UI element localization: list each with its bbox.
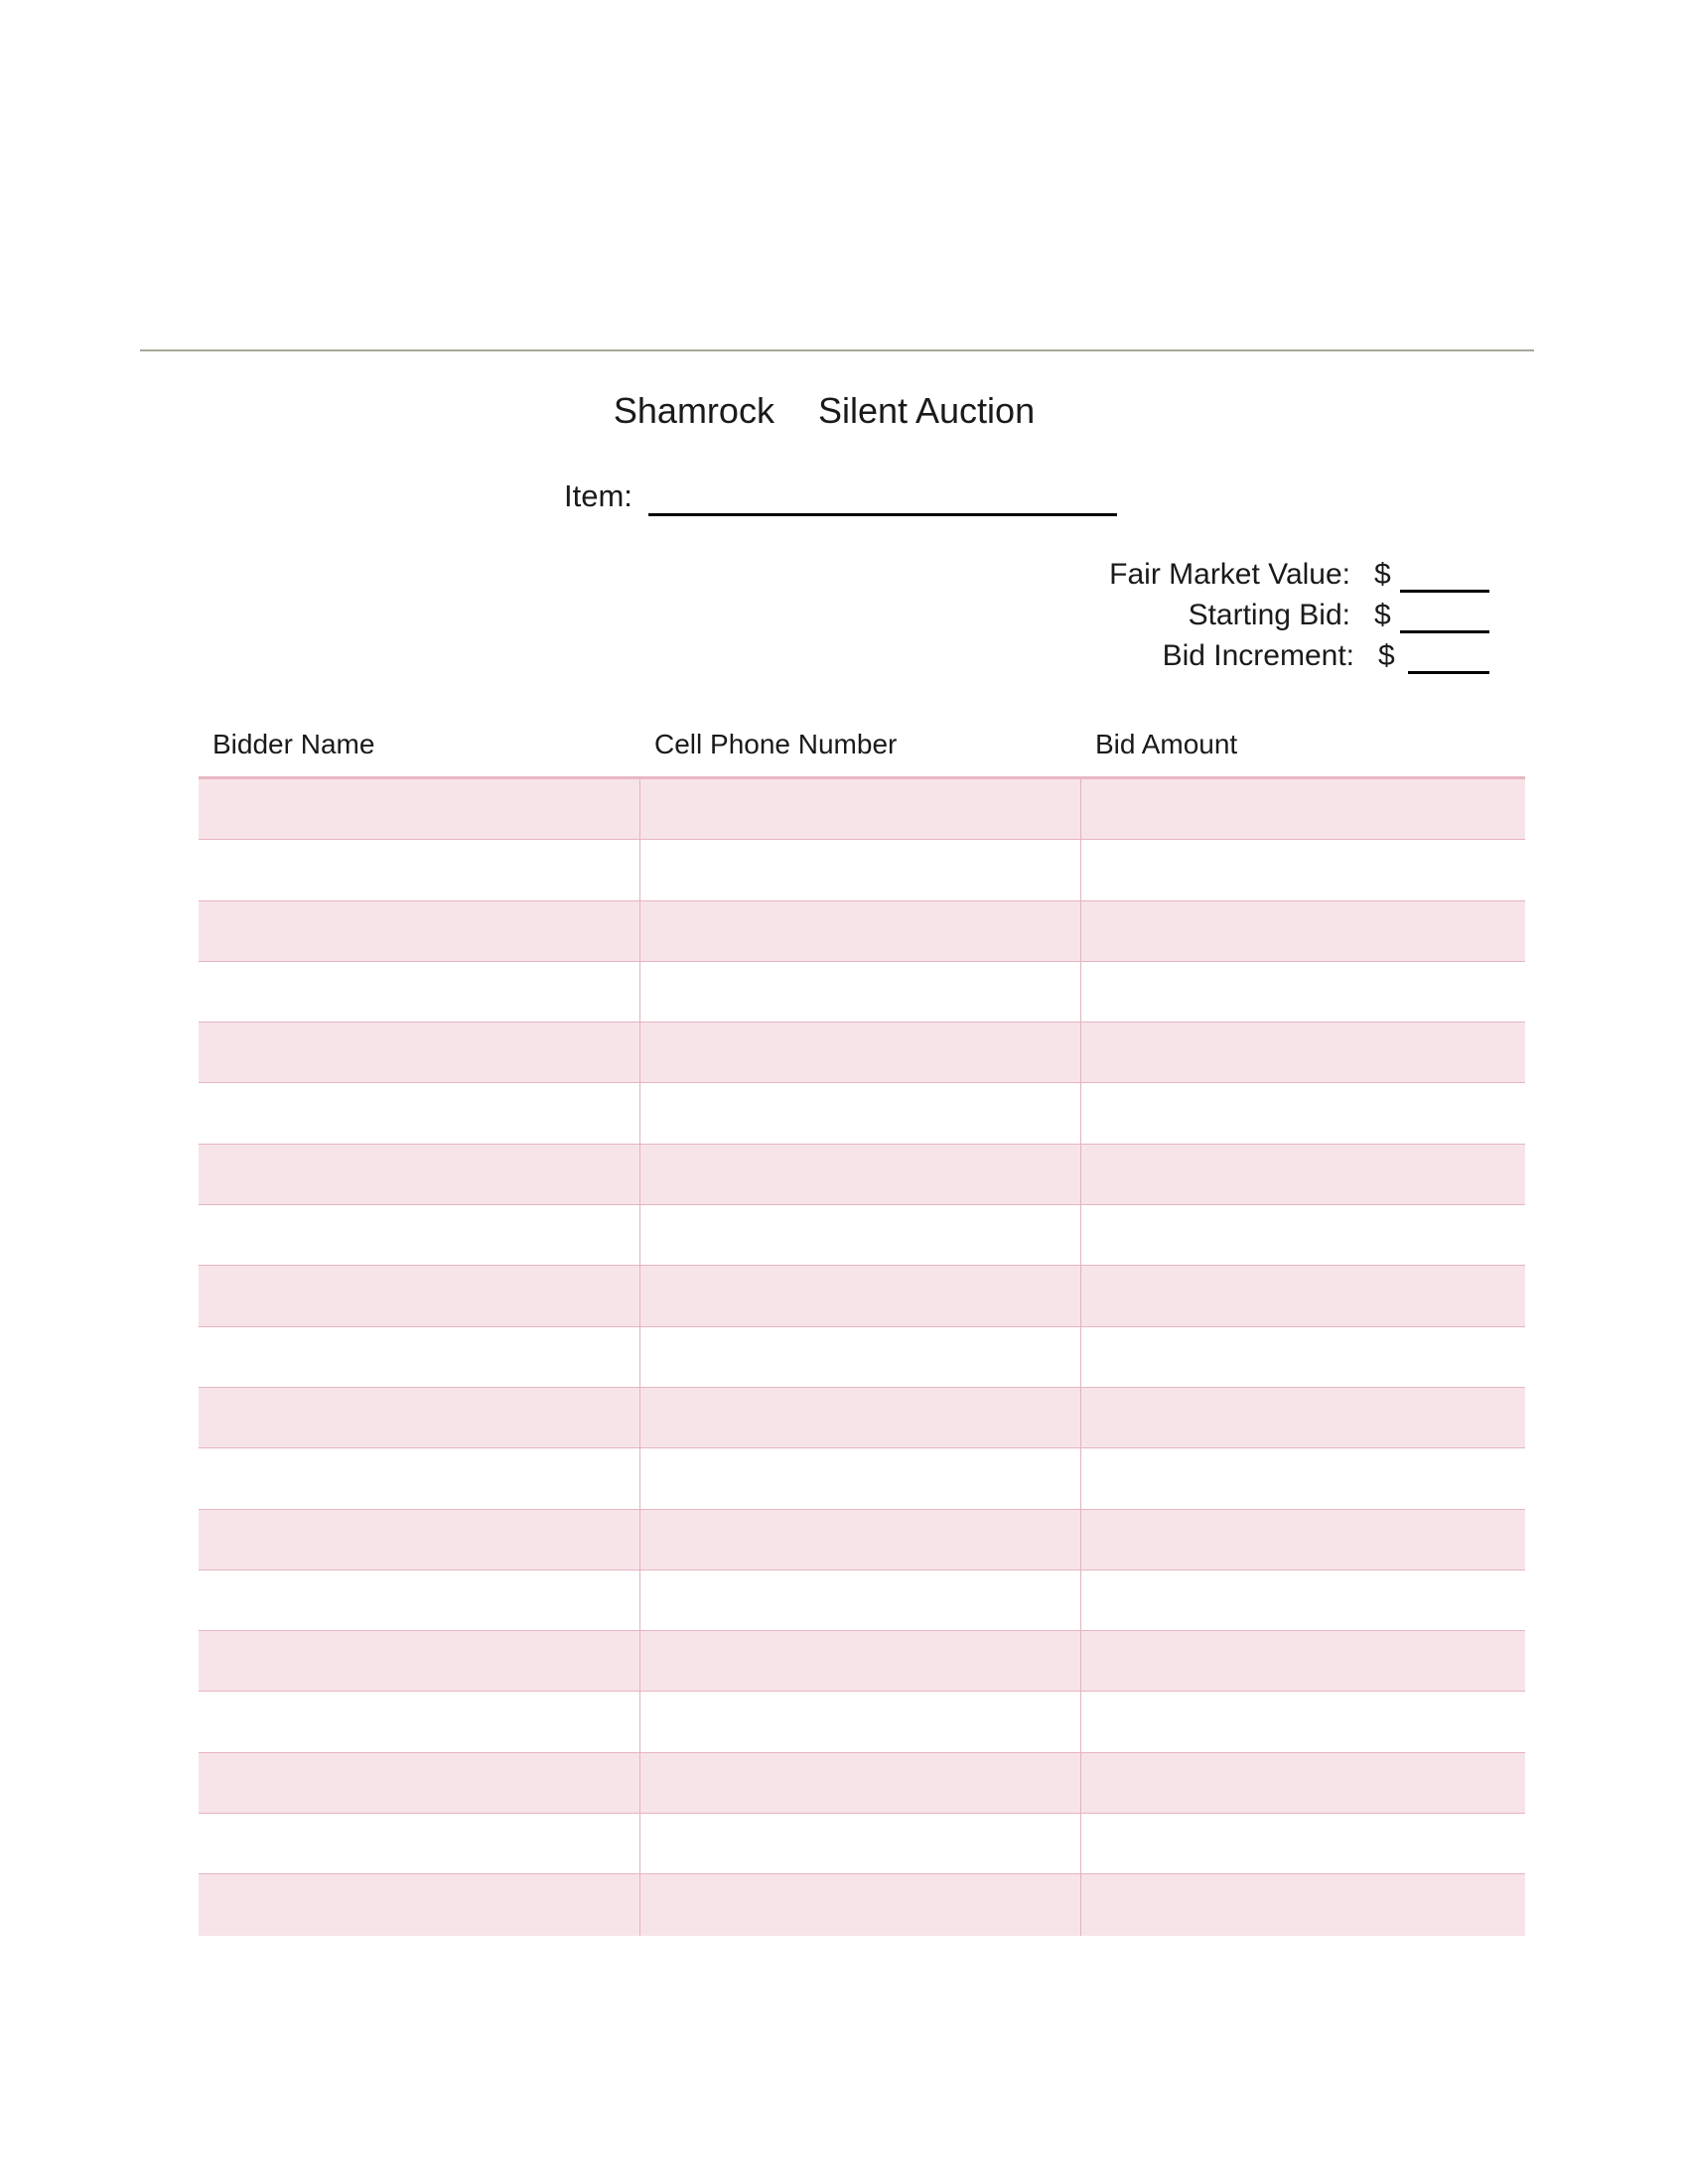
bid-amount-cell[interactable] — [1081, 1692, 1525, 1751]
fair-market-value-blank[interactable] — [1400, 560, 1489, 593]
cell-phone-cell[interactable] — [640, 1145, 1081, 1204]
bid-amount-cell[interactable] — [1081, 901, 1525, 961]
currency-symbol: $ — [1374, 558, 1391, 591]
table-row — [199, 1753, 1525, 1814]
bid-amount-cell[interactable] — [1081, 1266, 1525, 1325]
fair-market-value-row — [973, 552, 1489, 593]
item-field — [564, 473, 1117, 516]
bid-amount-cell[interactable] — [1081, 779, 1525, 839]
bidder-name-cell[interactable] — [199, 1327, 640, 1387]
bidder-name-cell[interactable] — [199, 901, 640, 961]
starting-bid-label: Starting Bid: — [1188, 599, 1350, 631]
bid-amount-cell[interactable] — [1081, 1327, 1525, 1387]
cell-phone-cell[interactable] — [640, 1631, 1081, 1691]
bidder-name-cell[interactable] — [199, 1448, 640, 1508]
currency-symbol: $ — [1378, 639, 1395, 672]
bid-amount-cell[interactable] — [1081, 1814, 1525, 1873]
cell-phone-cell[interactable] — [640, 779, 1081, 839]
table-row — [199, 1874, 1525, 1935]
column-header-bid-amount: Bid Amount — [1095, 729, 1238, 759]
title-shamrock: Shamrock — [613, 390, 774, 431]
page-title — [0, 389, 1648, 433]
bid-increment-label: Bid Increment: — [1162, 639, 1354, 672]
bidder-name-cell[interactable] — [199, 1814, 640, 1873]
item-blank-line[interactable] — [648, 478, 1117, 516]
bid-amount-cell[interactable] — [1081, 962, 1525, 1022]
bidder-name-cell[interactable] — [199, 1266, 640, 1325]
cell-phone-cell[interactable] — [640, 1205, 1081, 1265]
bid-amount-cell[interactable] — [1081, 1631, 1525, 1691]
bid-amount-cell[interactable] — [1081, 1874, 1525, 1935]
bid-increment-row — [973, 633, 1489, 674]
cell-phone-cell[interactable] — [640, 840, 1081, 899]
table-row — [199, 1388, 1525, 1448]
cell-phone-cell[interactable] — [640, 1814, 1081, 1873]
bidder-name-cell[interactable] — [199, 1388, 640, 1447]
bid-amount-cell[interactable] — [1081, 1753, 1525, 1813]
table-header — [199, 713, 1525, 779]
table-row — [199, 779, 1525, 840]
table-row — [199, 1570, 1525, 1631]
bid-amount-cell[interactable] — [1081, 1570, 1525, 1630]
column-header-cell-phone: Cell Phone Number — [654, 729, 898, 759]
top-divider — [140, 349, 1534, 351]
bidder-name-cell[interactable] — [199, 1023, 640, 1082]
table-row — [199, 1145, 1525, 1205]
table-body — [199, 779, 1525, 1936]
table-row — [199, 1205, 1525, 1266]
cell-phone-cell[interactable] — [640, 962, 1081, 1022]
table-row — [199, 1692, 1525, 1752]
cell-phone-cell[interactable] — [640, 1083, 1081, 1143]
table-row — [199, 840, 1525, 900]
bidder-name-cell[interactable] — [199, 1570, 640, 1630]
table-row — [199, 901, 1525, 962]
bidder-name-cell[interactable] — [199, 1692, 640, 1751]
table-row — [199, 1327, 1525, 1388]
bid-amount-cell[interactable] — [1081, 1510, 1525, 1570]
table-row — [199, 1510, 1525, 1570]
bidder-name-cell[interactable] — [199, 1874, 640, 1935]
table-row — [199, 1448, 1525, 1509]
column-header-bidder-name: Bidder Name — [212, 729, 375, 759]
currency-symbol: $ — [1374, 599, 1391, 631]
table-row — [199, 962, 1525, 1023]
bid-amount-cell[interactable] — [1081, 1448, 1525, 1508]
bid-increment-blank[interactable] — [1408, 641, 1489, 674]
bidder-name-cell[interactable] — [199, 840, 640, 899]
table-row — [199, 1023, 1525, 1083]
item-label: Item: — [564, 478, 633, 513]
bidder-name-cell[interactable] — [199, 1510, 640, 1570]
bid-amount-cell[interactable] — [1081, 1145, 1525, 1204]
value-block — [973, 552, 1489, 674]
bid-amount-cell[interactable] — [1081, 1023, 1525, 1082]
cell-phone-cell[interactable] — [640, 901, 1081, 961]
table-row — [199, 1631, 1525, 1692]
cell-phone-cell[interactable] — [640, 1753, 1081, 1813]
cell-phone-cell[interactable] — [640, 1388, 1081, 1447]
cell-phone-cell[interactable] — [640, 1874, 1081, 1935]
cell-phone-cell[interactable] — [640, 1266, 1081, 1325]
bidder-name-cell[interactable] — [199, 1205, 640, 1265]
cell-phone-cell[interactable] — [640, 1327, 1081, 1387]
bid-amount-cell[interactable] — [1081, 840, 1525, 899]
cell-phone-cell[interactable] — [640, 1692, 1081, 1751]
fair-market-value-label: Fair Market Value: — [1109, 558, 1350, 591]
cell-phone-cell[interactable] — [640, 1448, 1081, 1508]
bidder-name-cell[interactable] — [199, 1753, 640, 1813]
bid-amount-cell[interactable] — [1081, 1083, 1525, 1143]
starting-bid-row — [973, 593, 1489, 633]
bidder-name-cell[interactable] — [199, 1083, 640, 1143]
bid-amount-cell[interactable] — [1081, 1388, 1525, 1447]
bid-table — [199, 713, 1525, 1936]
title-silent-auction: Silent Auction — [817, 390, 1036, 431]
bidder-name-cell[interactable] — [199, 779, 640, 839]
bidder-name-cell[interactable] — [199, 1631, 640, 1691]
starting-bid-blank[interactable] — [1400, 601, 1489, 633]
cell-phone-cell[interactable] — [640, 1570, 1081, 1630]
table-row — [199, 1814, 1525, 1874]
table-row — [199, 1083, 1525, 1144]
bidder-name-cell[interactable] — [199, 962, 640, 1022]
table-row — [199, 1266, 1525, 1326]
cell-phone-cell[interactable] — [640, 1023, 1081, 1082]
cell-phone-cell[interactable] — [640, 1510, 1081, 1570]
bidder-name-cell[interactable] — [199, 1145, 640, 1204]
bid-amount-cell[interactable] — [1081, 1205, 1525, 1265]
